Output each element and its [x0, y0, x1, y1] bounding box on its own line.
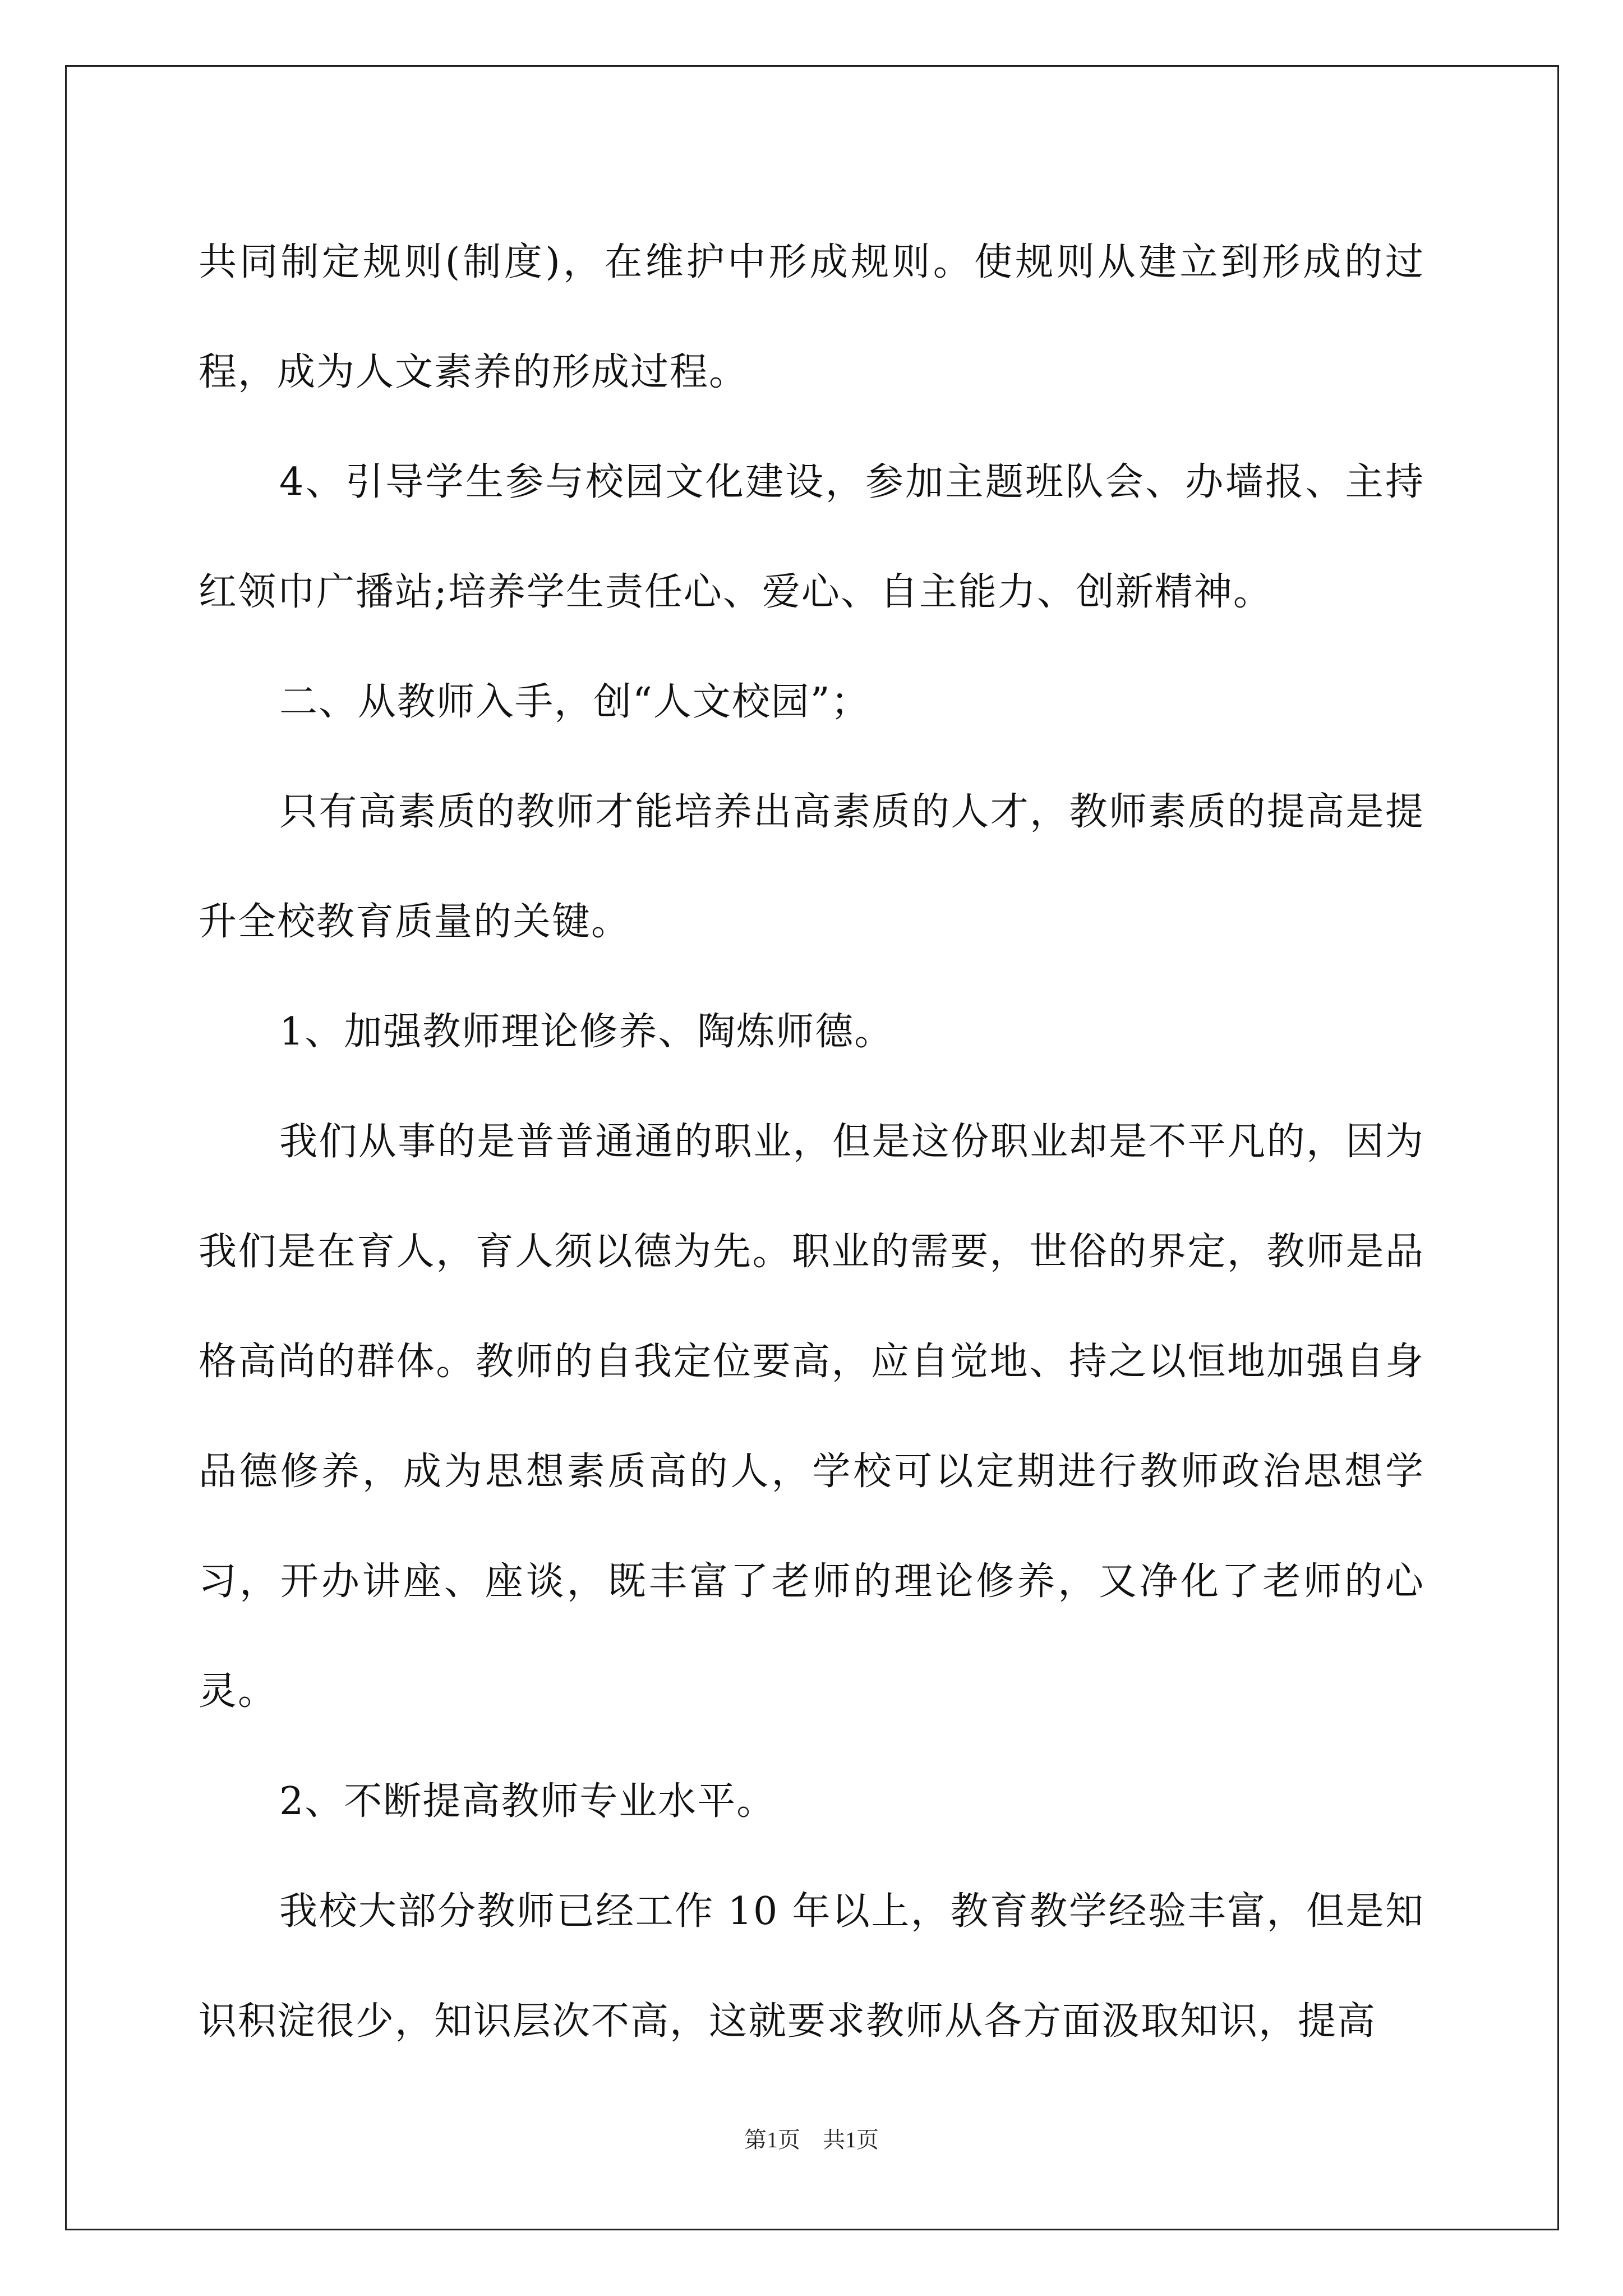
paragraph-8: 我校大部分教师已经工作 10 年以上，教育教学经验丰富，但是知识积淀很少，知识层次不高，这就要求教师从各方面汲取知识，提高 [199, 1889, 1424, 2044]
paragraph-2: 4、引导学生参与校园文化建设，参加主题班队会、办墙报、主持红领巾广播站;培养学生责任心、爱心、自主能力、创新精神。 [199, 460, 1424, 614]
paragraph-6: 我们从事的是普普通通的职业，但是这份职业却是不平凡的，因为我们是在育人，育人须以德为先。职业的需要，世俗的界定，教师是品格高尚的群体。教师的自我定位要高，应自觉地、持之以恒地加强自身品德修养，成为思想素质高的人，学校可以定期进行教师政治思想学习，开办讲座、座谈，既丰富了老师的理论修养，又净化了老师的心灵。 [199, 1120, 1424, 1714]
subheading-1: 1、加强教师理论修养、陶炼师德。 [279, 1010, 894, 1054]
paragraph-4: 只有高素质的教师才能培养出高素质的人才，教师素质的提高是提升全校教育质量的关键。 [199, 790, 1424, 944]
paragraph-1: 共同制定规则(制度)，在维护中形成规则。使规则从建立到形成的过程，成为人文素养的形成过程。 [199, 240, 1424, 394]
document-body [199, 208, 1424, 2077]
subheading-2: 2、不断提高教师专业水平。 [279, 1779, 776, 1824]
page-footer: 第1页 共1页 [744, 2127, 879, 2152]
section-heading-teachers: 二、从教师入手，创“人文校园”； [279, 680, 870, 724]
